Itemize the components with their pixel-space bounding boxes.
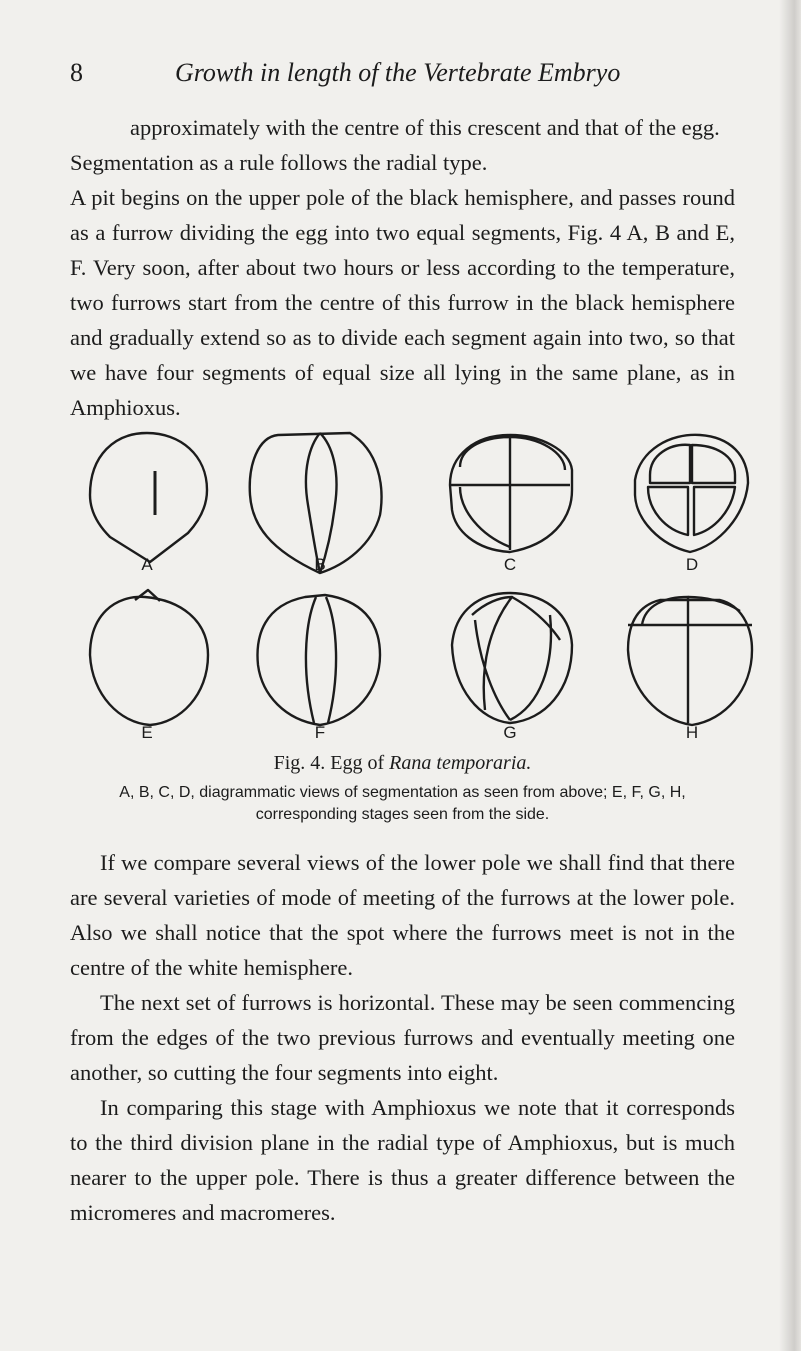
egg-e-drawing bbox=[90, 590, 208, 725]
figure-caption: A, B, C, D, diagrammatic views of segmentation as seen from above; E, F, G, H, corresponding stages seen from the side. bbox=[119, 784, 686, 823]
paragraph: The next set of furrows is horizontal. These may be seen commencing from the edges of the two previous furrows and eventually meeting one another, so cutting the four segments into eight. bbox=[70, 990, 735, 1085]
egg-g-drawing bbox=[452, 593, 572, 723]
figure-title bbox=[70, 752, 735, 775]
running-head bbox=[70, 58, 710, 98]
figure-label-a: A bbox=[141, 555, 153, 574]
figure-label-d: D bbox=[685, 555, 699, 574]
figure-label-f: F bbox=[314, 723, 326, 742]
egg-a-drawing bbox=[90, 433, 207, 562]
figure-label-e: E bbox=[141, 723, 153, 742]
paragraph: In comparing this stage with Amphioxus we note that it corresponds to the third division plane in the radial type of Amphioxus, but is much nearer to the upper pole. There is thus a greater difference between the micromeres and macromeres. bbox=[70, 1095, 735, 1225]
figure-label-h: H bbox=[685, 723, 699, 742]
paragraph: If we compare several views of the lower pole we shall find that there are several varieties of mode of meeting of the furrows at the lower pole. Also we shall notice that the spot where the furrows meet is not in the centre of the white hemisphere. bbox=[70, 850, 735, 980]
paragraph: approximately with the centre of this crescent and that of the egg. bbox=[130, 115, 720, 140]
paragraph: A pit begins on the upper pole of the black hemisphere, and passes round as a furrow dividing the egg into two equal segments, Fig. 4 A, B and E, F. Very soon, after about two hours or less according to the temperature, two furrows start from the centre of this furrow in the black hemisphere and gradually extend so as to divide each segment again into two, so that we have four segments of equal size all lying in the same plane, as in Amphioxus. bbox=[70, 185, 735, 420]
figure-title-prefix: Fig. 4. Egg of bbox=[273, 752, 390, 774]
egg-f-drawing bbox=[258, 595, 380, 725]
egg-b-drawing bbox=[250, 433, 382, 573]
egg-d-drawing bbox=[635, 435, 748, 552]
figure-title-species: Rana temporaria. bbox=[389, 752, 532, 774]
running-title: Growth in length of the Vertebrate Embryo bbox=[175, 58, 621, 87]
egg-c-drawing bbox=[450, 435, 572, 552]
figure-label-c: C bbox=[503, 555, 517, 574]
page-number: 8 bbox=[70, 58, 83, 87]
page-edge-shadow bbox=[779, 0, 801, 1351]
body-text-top bbox=[70, 110, 735, 425]
figure-label-b: B bbox=[314, 555, 326, 574]
figure-label-g: G bbox=[503, 723, 517, 742]
egg-h-drawing bbox=[628, 597, 752, 725]
figure-4 bbox=[80, 425, 760, 755]
paragraph: Segmentation as a rule follows the radial type. bbox=[70, 150, 488, 175]
segmentation-diagram bbox=[80, 425, 760, 755]
body-text-bottom bbox=[70, 845, 735, 1230]
